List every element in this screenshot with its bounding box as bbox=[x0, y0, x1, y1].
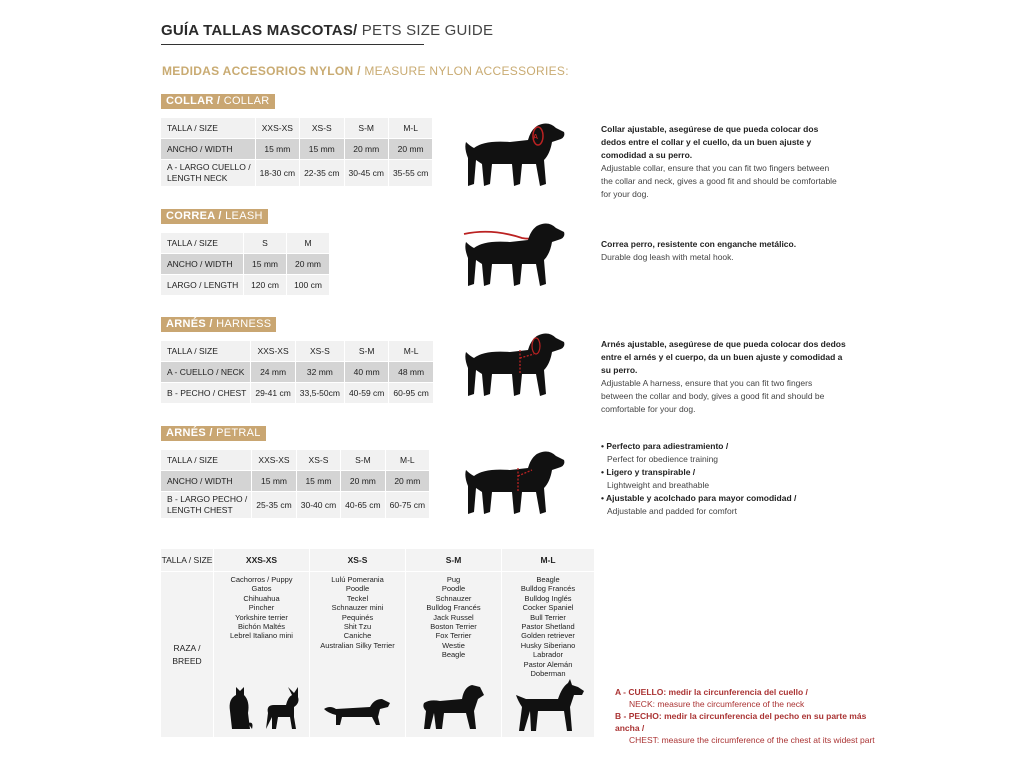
cat-chihuahua-icon bbox=[222, 681, 302, 731]
table-row: A - CUELLO / NECK 24 mm 32 mm 40 mm 48 mm bbox=[161, 362, 433, 383]
table-row: B - LARGO PECHO / LENGTH CHEST 25-35 cm 30-40 cm 40-65 cm 60-75 cm bbox=[161, 492, 430, 519]
dog-collar-icon bbox=[462, 118, 566, 190]
table-row: RAZA / BREED Cachorros / Puppy Gatos Chihuahua Pincher Yorkshire terrier Bichón Maltés Lebrel Italiano mini Lulú Pomerania Poodle Teckel Schnauzer mini Pequinés Shit Tzu Caniche Australian Silky Terrier Pug Poodle Schnauzer Bulldog Francés Jack Russel Boston Terrier Fox Terrier Westie Beagle Beagle Bulldog Francés Bulldog Inglés Cocker Spaniel Bull Terrier Pastor Shetland Golden retriever Husky Siberiano Labrador Pastor Alemán Doberman bbox=[161, 572, 594, 738]
table-row: TALLA / SIZE S M bbox=[161, 233, 330, 254]
table-row: LARGO / LENGTH 120 cm 100 cm bbox=[161, 275, 330, 296]
collar-tag: COLLAR / COLLAR bbox=[161, 94, 275, 109]
harness-tag: ARNÉS / HARNESS bbox=[161, 317, 276, 332]
petral-size-table bbox=[161, 450, 430, 519]
doberman-icon bbox=[512, 679, 586, 733]
harness-description: Arnés ajustable, asegúrese de que pueda colocar dos dedos entre el arnés y el cuerpo, da un buen ajuste y comodidad a su perro. Adjustable A harness, ensure that you can fit two fingers between the collar and body, gives a good fit and should be comfortable for your dog. bbox=[601, 339, 846, 414]
table-row: B - PECHO / CHEST 29-41 cm 33,5-50cm 40-59 cm 60-95 cm bbox=[161, 383, 433, 404]
petral-tag: ARNÉS / PETRAL bbox=[161, 426, 266, 441]
svg-text:A: A bbox=[533, 134, 539, 141]
table-row: TALLA / SIZE XXS-XS XS-S S-M M-L bbox=[161, 341, 433, 362]
breeds-s-m: Pug Poodle Schnauzer Bulldog Francés Jack Russel Boston Terrier Fox Terrier Westie Beagle bbox=[406, 572, 502, 738]
harness-size-table bbox=[161, 341, 434, 404]
breeds-xxs-xs: Cachorros / Puppy Gatos Chihuahua Pincher Yorkshire terrier Bichón Maltés Lebrel Italiano mini bbox=[214, 572, 310, 738]
breed-size-table bbox=[161, 549, 594, 737]
table-row: ANCHO / WIDTH 15 mm 15 mm 20 mm 20 mm bbox=[161, 471, 430, 492]
table-row: A - LARGO CUELLO / LENGTH NECK 18-30 cm 22-35 cm 30-45 cm 35-55 cm bbox=[161, 160, 433, 187]
dog-leash-icon bbox=[462, 218, 566, 290]
petral-features: • Perfecto para adiestramiento / Perfect for obedience training • Ligero y transpirable / Lightweight and breathable • Ajustable y acolchado para mayor comodidad / Adjustable and padded for comfort bbox=[601, 441, 797, 516]
table-row: TALLA / SIZE XXS-XS XS-S S-M M-L bbox=[161, 118, 433, 139]
breeds-m-l: Beagle Bulldog Francés Bulldog Inglés Cocker Spaniel Bull Terrier Pastor Shetland Golden retriever Husky Siberiano Labrador Pastor Alemán Doberman bbox=[502, 572, 595, 738]
table-row: TALLA / SIZE XXS-XS XS-S S-M M-L bbox=[161, 549, 594, 572]
table-row: TALLA / SIZE XXS-XS XS-S S-M M-L bbox=[161, 450, 430, 471]
section-subtitle: MEDIDAS ACCESORIOS NYLON / MEASURE NYLON ACCESSORIES: bbox=[162, 64, 569, 78]
schnauzer-icon bbox=[420, 681, 486, 731]
dog-petral-icon bbox=[462, 446, 566, 518]
table-row: ANCHO / WIDTH 15 mm 20 mm bbox=[161, 254, 330, 275]
table-row: ANCHO / WIDTH 15 mm 15 mm 20 mm 20 mm bbox=[161, 139, 433, 160]
page-title: GUÍA TALLAS MASCOTAS/ PETS SIZE GUIDE bbox=[161, 22, 494, 39]
dog-harness-icon bbox=[462, 328, 566, 400]
title-underline bbox=[161, 44, 424, 45]
collar-size-table bbox=[161, 118, 433, 187]
leash-tag: CORREA / LEASH bbox=[161, 209, 268, 224]
collar-description: Collar ajustable, asegúrese de que pueda colocar dos dedos entre el collar y el cuello, da un buen ajuste y comodidad a su perro. Adjustable collar, ensure that you can fit two fingers between the collar and neck, gives a good fit and should be comfortable for your dog. bbox=[601, 124, 837, 199]
leash-size-table bbox=[161, 233, 330, 296]
measurement-legend: A - CUELLO: medir la circunferencia del cuello / NECK: measure the circumference of the neck B - PECHO: medir la circunferencia del pecho en su parte más ancha / CHEST: measure the circumference of the chest at its widest part bbox=[615, 687, 875, 745]
breeds-xs-s: Lulú Pomerania Poodle Teckel Schnauzer mini Pequinés Shit Tzu Caniche Australian Silky Terrier bbox=[310, 572, 406, 738]
dachshund-icon bbox=[322, 695, 392, 727]
leash-description: Correa perro, resistente con enganche metálico. Durable dog leash with metal hook. bbox=[601, 239, 797, 262]
